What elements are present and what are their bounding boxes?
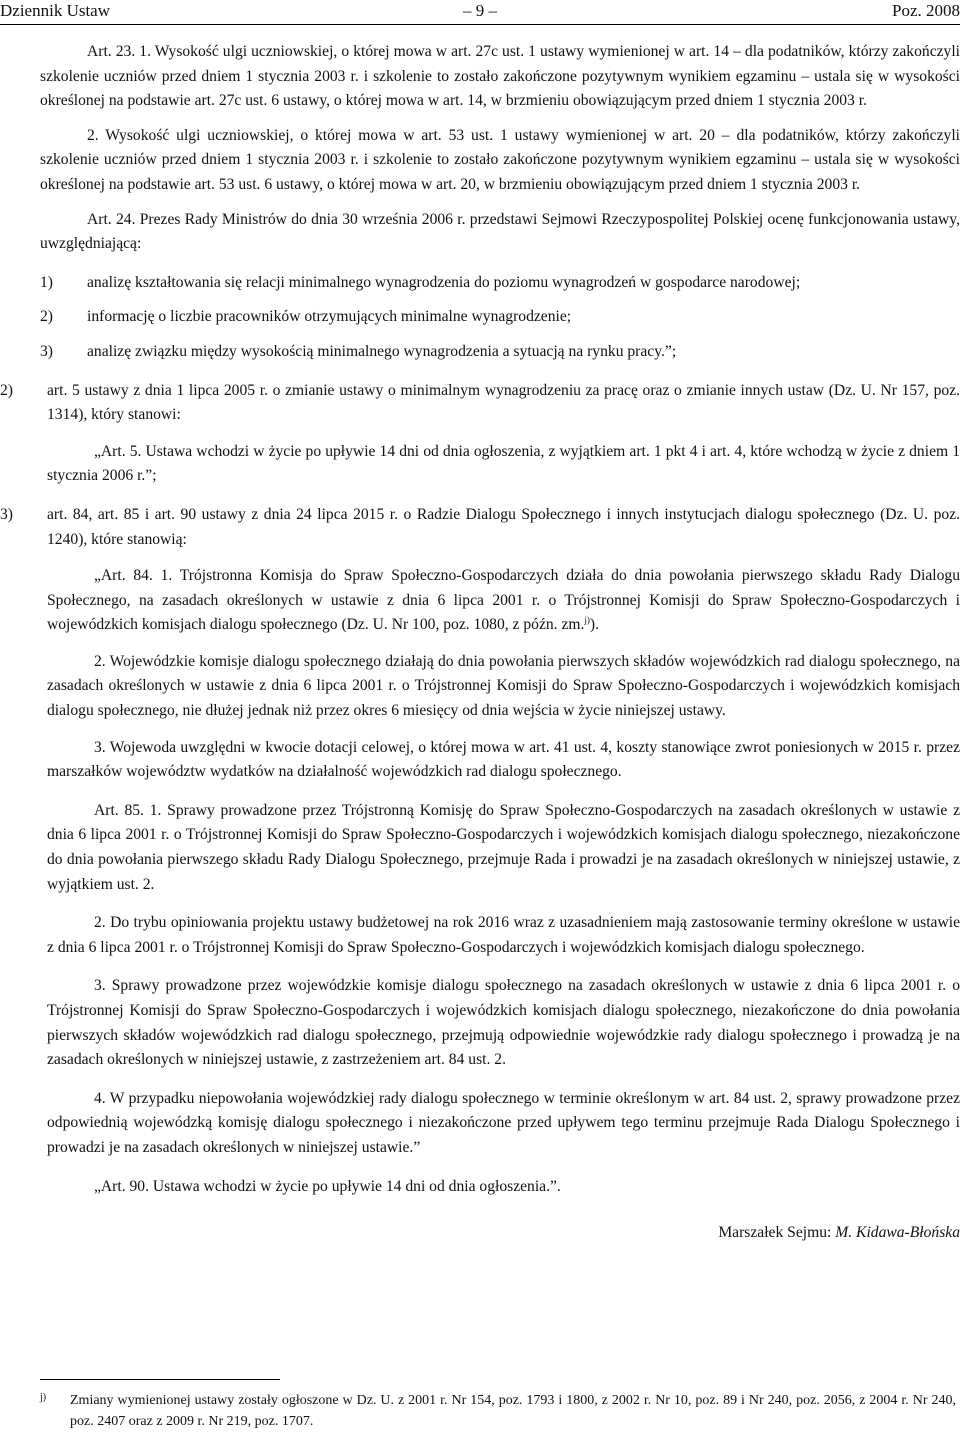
list-item-number: 3) (40, 342, 53, 360)
footnote-text: Zmiany wymienionej ustawy zostały ogłoszone w Dz. U. z 2001 r. Nr 154, poz. 1793 i 1800, z 2002 r. Nr 10, poz. 89 i Nr 240, poz. 2056, z 2004 r. Nr 240, poz. 2407 oraz z 2009 r. Nr 219, poz. 1707. (70, 1393, 956, 1429)
paragraph-art-23-2: 2. Wysokość ulgi uczniowskiej, o której mowa w art. 53 ust. 1 ustawy wymienionej w art. 20 – dla podatników, którzy zakończyli szkolenie uczniów przed dniem 1 stycznia 2003 r. i szkolenie to zostało zakończone pozytywnym wynikiem egzaminu – ustala się w wysokości określonej na podstawie art. 53 ust. 6 ustawy, o której mowa w art. 20, w brzmieniu obowiązującym przed dniem 1 stycznia 2003 r. (40, 126, 960, 193)
quoted-art-85-4: 4. W przypadku niepowołania wojewódzkiej rady dialogu społecznego w terminie określonym w art. 84 ust. 2, sprawy prowadzone przez odpowiednią wojewódzką komisję dialogu społecznego i niezakończone przed upływem tego terminu przejmuje Rada Dialogu Społecznego i prowadzi je na zasadach określonych w niniejszej ustawie.” (47, 1089, 960, 1156)
quoted-art-85-2: 2. Do trybu opiniowania projektu ustawy budżetowej na rok 2016 wraz z uzasadnieniem mają zastosowanie terminy określone w ustawie z dnia 6 lipca 2001 r. o Trójstronnej Komisji do Spraw Społeczno-Gospodarczych i wojewódzkich komisjach dialogu społecznego. (47, 914, 960, 956)
journal-title: Dziennik Ustaw (0, 1, 111, 20)
signature-label: Marszałek Sejmu: (718, 1224, 836, 1242)
footnote (40, 1390, 956, 1432)
footnote-ref: j) (584, 615, 590, 626)
change-item-number: 2) (0, 381, 13, 399)
page-header (0, 0, 960, 25)
document-body (0, 40, 960, 1246)
quoted-art-84-2: 2. Wojewódzkie komisje dialogu społecznego działają do dnia powołania pierwszych składów wojewódzkich rad dialogu społecznego, na zasadach określonych w ustawie z dnia 6 lipca 2001 r. o Trójstronnej Komisji do Spraw Społeczno-Gospodarczych i wojewódzkich komisjach dialogu społecznego, nie dłużej jednak niż przez okres 6 miesięcy od dnia wejścia w życie niniejszej ustawy. (47, 652, 960, 720)
list-item-text: informację o liczbie pracowników otrzymujących minimalne wynagrodzenie; (87, 308, 572, 326)
list-item (40, 271, 960, 296)
footnote-mark: j) (40, 1392, 47, 1403)
paragraph-art-24: Art. 24. Prezes Rady Ministrów do dnia 30 września 2006 r. przedstawi Sejmowi Rzeczypospolitej Polskiej ocenę funkcjonowania ustawy, uwzględniającą: (40, 210, 960, 253)
signature (0, 1221, 960, 1246)
signature-name: M. Kidawa-Błońska (835, 1224, 960, 1242)
quoted-art-84-3: 3. Wojewoda uwzględni w kwocie dotacji celowej, o której mowa w art. 41 ust. 4, koszty stanowiące zwrot poniesionych w 2015 r. przez marszałków województw wydatków na działalność wojewódzkich rad dialogu społecznego. (47, 738, 960, 781)
change-item-2 (0, 379, 960, 489)
quoted-art-84-1: „Art. 84. 1. Trójstronna Komisja do Spraw Społeczno-Gospodarczych działa do dnia powołania pierwszego składu Rady Dialogu Społecznego, na zasadach określonych w ustawie z dnia 6 lipca 2001 r. o Trójstronnej Komisji do Spraw Społeczno-Gospodarczych i wojewódzkich komisjach dialogu społecznego (Dz. U. Nr 100, poz. 1080, z późn. zm.$^{j)}$). (47, 567, 960, 634)
paragraph-art-23-1: Art. 23. 1. Wysokość ulgi uczniowskiej, o której mowa w art. 27c ust. 1 ustawy wymienionej w art. 14 – dla podatników, którzy zakończyli szkolenie uczniów przed dniem 1 stycznia 2003 r. i szkolenie to zostało zakończone pozytywnym wynikiem egzaminu – ustala się w wysokości określonej na podstawie art. 27c ust. 6 ustawy, o której mowa w art. 14, w brzmieniu obowiązującym przed dniem 1 stycznia 2003 r. (40, 43, 960, 110)
quoted-art-5: „Art. 5. Ustawa wchodzi w życie po upływie 14 dni od dnia ogłoszenia, z wyjątkiem art. 1 pkt 4 i art. 4, które wchodzą w życie z dniem 1 stycznia 2006 r.”; (47, 442, 960, 485)
page-number: – 9 – (463, 1, 497, 20)
position-number: Poz. 2008 (892, 1, 960, 20)
quoted-art-85-3: 3. Sprawy prowadzone przez wojewódzkie komisje dialogu społecznego na zasadach określonych w ustawie z dnia 6 lipca 2001 r. o Trójstronnej Komisji do Spraw Społeczno-Gospodarczych i wojewódzkich komisjach dialogu społecznego, niezakończone do dnia powołania pierwszych składów wojewódzkich rad dialogu społecznego, przejmują odpowiednie wojewódzkie rady dialogu społecznego i prowadzą je na zasadach określonych w niniejszej ustawie, z zastrzeżeniem art. 84 ust. 2. (47, 977, 960, 1069)
change-item-number: 3) (0, 505, 13, 523)
list-item (40, 305, 960, 330)
list-item (40, 340, 960, 365)
list-item-text: analizę kształtowania się relacji minimalnego wynagrodzenia do poziomu wynagrodzeń w gospodarce narodowej; (87, 273, 801, 291)
footnote-divider (40, 1379, 280, 1380)
list-item-number: 2) (40, 308, 53, 326)
list-item-number: 1) (40, 273, 53, 291)
list-item-text: analizę związku między wysokością minimalnego wynagrodzenia a sytuacją na rynku pracy.”; (87, 342, 677, 360)
change-item-text: art. 5 ustawy z dnia 1 lipca 2005 r. o zmianie ustawy o minimalnym wynagrodzeniu za pracę oraz o zmianie innych ustaw (Dz. U. Nr 157, poz. 1314), który stanowi: (47, 381, 960, 424)
quoted-art-90: „Art. 90. Ustawa wchodzi w życie po upływie 14 dni od dnia ogłoszenia.”. (94, 1177, 561, 1195)
quoted-art-85-1: Art. 85. 1. Sprawy prowadzone przez Trójstronną Komisję do Spraw Społeczno-Gospodarczych na zasadach określonych w ustawie z dnia 6 lipca 2001 r. o Trójstronnej Komisji do Spraw Społeczno-Gospodarczych i wojewódzkich komisjach dialogu społecznego, niezakończone do dnia powołania pierwszego składu Rady Dialogu Społecznego, przejmuje Rada i prowadzi je na zasadach określonych w niniejszej ustawie, z wyjątkiem ust. 2. (47, 801, 960, 893)
change-item-3 (0, 503, 960, 1199)
change-item-text: art. 84, art. 85 i art. 90 ustawy z dnia 24 lipca 2015 r. o Radzie Dialogu Społecznego i innych instytucjach dialogu społecznego (Dz. U. poz. 1240), które stanowią: (47, 505, 960, 548)
